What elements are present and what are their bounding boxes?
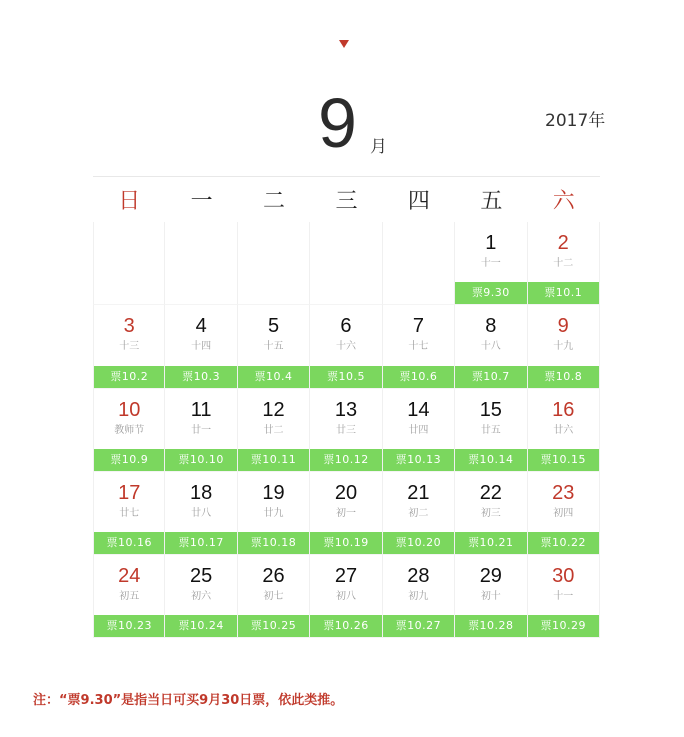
lunar-date: 十三 — [119, 341, 140, 353]
lunar-date: 廿六 — [553, 424, 574, 436]
day-cell[interactable] — [528, 389, 600, 472]
day-number: 17 — [118, 481, 141, 504]
calendar-grid — [93, 222, 600, 638]
day-cell[interactable] — [238, 389, 310, 472]
ticket-sale-badge: 票10.22 — [528, 532, 599, 554]
day-number: 2 — [557, 232, 569, 254]
ticket-sale-badge: 票10.6 — [383, 366, 454, 388]
day-cell[interactable] — [93, 555, 165, 638]
ticket-sale-badge: 票10.4 — [238, 366, 309, 388]
lunar-date: 十七 — [408, 341, 429, 353]
lunar-date: 廿一 — [191, 424, 212, 436]
day-cell[interactable] — [383, 389, 455, 472]
day-cell[interactable] — [455, 305, 527, 388]
day-number: 28 — [407, 565, 430, 588]
day-number: 26 — [262, 565, 285, 588]
calendar-week-row — [93, 472, 600, 555]
day-number: 20 — [334, 481, 358, 504]
empty-day-cell — [165, 222, 237, 305]
day-number: 24 — [118, 565, 141, 588]
ticket-sale-badge: 票10.21 — [455, 532, 526, 554]
lunar-date: 初一 — [335, 507, 356, 519]
lunar-date: 教师节 — [114, 424, 145, 436]
day-cell[interactable] — [93, 472, 165, 555]
ticket-sale-badge: 票10.5 — [310, 366, 381, 388]
lunar-date: 十八 — [480, 341, 501, 353]
ticket-sale-badge: 票10.27 — [383, 615, 454, 637]
ticket-sale-badge: 票10.17 — [165, 532, 236, 554]
empty-day-cell — [383, 222, 455, 305]
month-number: 9 — [318, 84, 357, 162]
day-number: 23 — [552, 481, 575, 504]
day-cell[interactable] — [528, 222, 600, 305]
lunar-date: 廿七 — [119, 507, 140, 519]
ticket-sale-badge: 票10.20 — [383, 532, 454, 554]
ticket-sale-badge: 票10.3 — [165, 366, 236, 388]
lunar-date: 十六 — [335, 341, 356, 353]
calendar-week-row — [93, 389, 600, 472]
ticket-sale-badge: 票10.7 — [455, 366, 526, 388]
footnote: 注：“票9.30”是指当日可买9月30日票，依此类推。 — [33, 693, 344, 708]
ticket-sale-badge: 票10.18 — [238, 532, 309, 554]
weekday-fri: 五 — [480, 189, 503, 214]
lunar-date: 十五 — [263, 341, 284, 353]
ticket-sale-badge: 票9.30 — [455, 282, 526, 304]
day-cell[interactable] — [528, 305, 600, 388]
day-number: 8 — [485, 315, 497, 338]
ticket-sale-badge: 票10.24 — [165, 615, 236, 637]
ticket-sale-badge: 票10.16 — [94, 532, 164, 554]
weekday-tue: 二 — [263, 189, 286, 214]
day-number: 14 — [407, 398, 430, 421]
day-cell[interactable] — [310, 389, 382, 472]
day-number: 4 — [195, 315, 207, 338]
ticket-sale-badge: 票10.29 — [528, 615, 599, 637]
triangle-down-icon — [339, 40, 349, 48]
lunar-date: 初八 — [335, 591, 356, 603]
ticket-sale-badge: 票10.11 — [238, 449, 309, 471]
weekday-wed: 三 — [335, 189, 358, 214]
ticket-sale-badge: 票10.19 — [310, 532, 381, 554]
day-cell[interactable] — [455, 555, 527, 638]
day-cell[interactable] — [383, 555, 455, 638]
ticket-sale-badge: 票10.15 — [528, 449, 599, 471]
lunar-date: 初九 — [408, 591, 429, 603]
ticket-sale-badge: 票10.26 — [310, 615, 381, 637]
day-number: 1 — [485, 232, 497, 254]
day-cell[interactable] — [238, 305, 310, 388]
ticket-sale-badge: 票10.8 — [528, 366, 599, 388]
day-number: 21 — [407, 481, 430, 504]
lunar-date: 廿二 — [263, 424, 284, 436]
day-number: 10 — [118, 398, 141, 421]
ticket-sale-badge: 票10.25 — [238, 615, 309, 637]
day-number: 9 — [557, 315, 569, 338]
lunar-date: 初五 — [119, 591, 140, 603]
day-cell[interactable] — [383, 305, 455, 388]
day-number: 3 — [123, 315, 135, 338]
day-number: 5 — [267, 315, 280, 338]
day-number: 29 — [479, 565, 502, 588]
day-cell[interactable] — [528, 555, 600, 638]
day-number: 11 — [190, 398, 212, 421]
header-divider — [93, 176, 600, 177]
lunar-date: 廿九 — [263, 507, 284, 519]
ticket-sale-badge: 票10.23 — [94, 615, 164, 637]
lunar-date: 初七 — [263, 591, 284, 603]
weekday-header — [93, 184, 600, 222]
day-cell[interactable] — [165, 389, 237, 472]
ticket-sale-badge: 票10.28 — [455, 615, 526, 637]
day-cell[interactable] — [383, 472, 455, 555]
day-cell[interactable] — [310, 472, 382, 555]
day-number: 7 — [412, 315, 424, 338]
calendar-week-row — [93, 555, 600, 638]
weekday-sun: 日 — [118, 189, 141, 214]
day-cell[interactable] — [310, 555, 382, 638]
lunar-date: 廿三 — [335, 424, 356, 436]
day-number: 27 — [334, 565, 358, 588]
day-number: 22 — [479, 481, 502, 504]
day-cell[interactable] — [165, 555, 237, 638]
day-cell[interactable] — [455, 472, 527, 555]
day-number: 18 — [190, 481, 213, 504]
day-number: 6 — [340, 315, 352, 338]
lunar-date: 廿五 — [480, 424, 501, 436]
day-number: 12 — [262, 398, 285, 421]
lunar-date: 十一 — [553, 591, 574, 603]
lunar-date: 初十 — [480, 591, 501, 603]
ticket-sale-badge: 票10.2 — [94, 366, 164, 388]
empty-day-cell — [310, 222, 382, 305]
ticket-sale-badge: 票10.14 — [455, 449, 526, 471]
lunar-date: 十九 — [553, 341, 574, 353]
ticket-sale-badge: 票10.12 — [310, 449, 381, 471]
lunar-date: 廿四 — [408, 424, 429, 436]
day-cell[interactable] — [165, 472, 237, 555]
lunar-date: 十一 — [480, 258, 501, 269]
empty-day-cell — [93, 222, 165, 305]
weekday-sat: 六 — [552, 189, 575, 214]
year-label: 2017年 — [545, 111, 606, 131]
lunar-date: 初三 — [480, 507, 501, 519]
day-number: 16 — [552, 398, 575, 421]
lunar-date: 廿八 — [191, 507, 212, 519]
day-cell[interactable] — [528, 472, 600, 555]
lunar-date: 十四 — [191, 341, 212, 353]
ticket-sale-badge: 票10.9 — [94, 449, 164, 471]
ticket-sale-badge: 票10.10 — [165, 449, 236, 471]
lunar-date: 十二 — [553, 258, 574, 269]
day-cell[interactable] — [455, 389, 527, 472]
month-label: 月 — [370, 137, 387, 157]
day-number: 15 — [479, 398, 502, 421]
empty-day-cell — [238, 222, 310, 305]
day-cell[interactable] — [238, 472, 310, 555]
day-cell[interactable] — [93, 389, 165, 472]
day-cell[interactable] — [455, 222, 527, 305]
day-number: 30 — [552, 565, 575, 588]
day-number: 25 — [190, 565, 213, 588]
ticket-sale-badge: 票10.1 — [528, 282, 599, 304]
lunar-date: 初二 — [408, 507, 429, 519]
day-cell[interactable] — [310, 305, 382, 388]
day-cell[interactable] — [93, 305, 165, 388]
ticket-sale-badge: 票10.13 — [383, 449, 454, 471]
weekday-thu: 四 — [407, 189, 430, 214]
day-number: 13 — [334, 398, 358, 421]
weekday-mon: 一 — [190, 189, 213, 214]
calendar-week-row — [93, 305, 600, 388]
lunar-date: 初四 — [553, 507, 574, 519]
calendar-week-row — [93, 222, 600, 305]
lunar-date: 初六 — [191, 591, 212, 603]
day-number: 19 — [262, 481, 285, 504]
day-cell[interactable] — [238, 555, 310, 638]
day-cell[interactable] — [165, 305, 237, 388]
